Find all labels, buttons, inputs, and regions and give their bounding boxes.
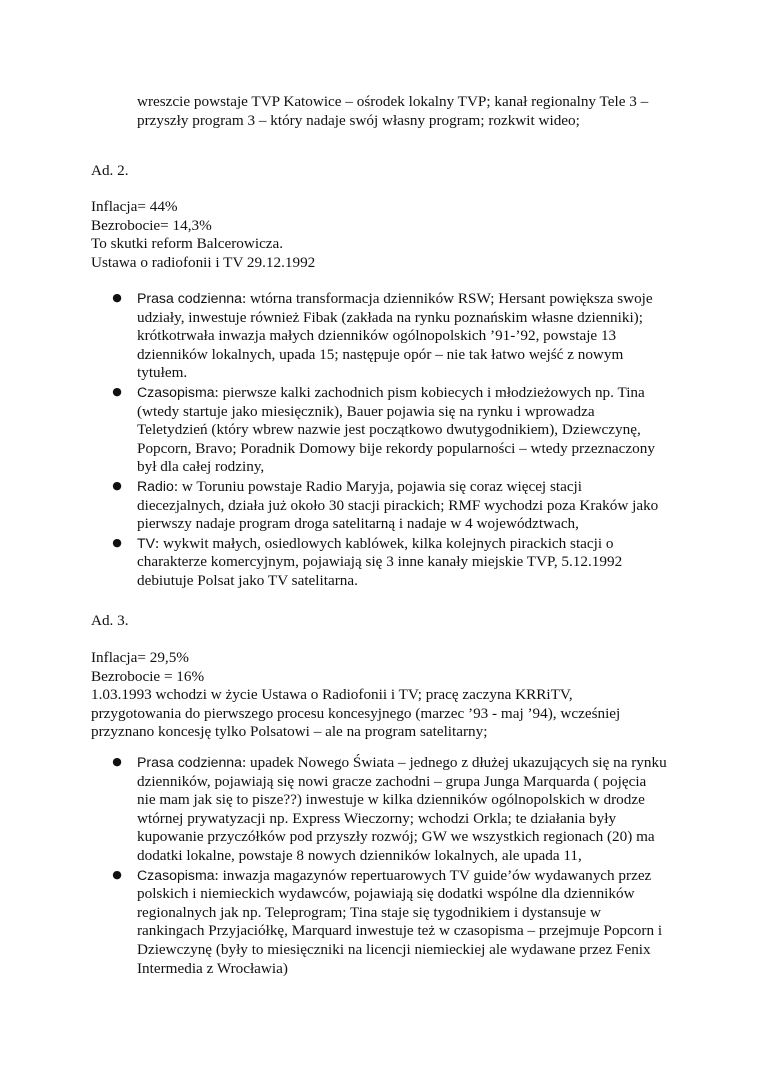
bullet-item <box>0 383 760 477</box>
text-run: Intermedia z Wrocławia) <box>137 959 288 977</box>
bullet-text-line <box>137 791 760 810</box>
text-run: udziały, inwestuje również Fibak (zakłada na rynku poznańskim własne dzienniki); <box>137 308 643 326</box>
bullet-dot-icon: ● <box>112 755 122 768</box>
text-run: : pierwsze kalki zachodnich pism kobiecych i młodzieżowych np. Tina <box>214 383 645 401</box>
unemployment-text: Bezrobocie= 14,3% <box>91 216 212 234</box>
bullet-text-line <box>137 866 760 886</box>
text-run: pierwszy nadaje program droga satelitarną i nadaje w 4 województwach, <box>137 515 579 533</box>
intro-paragraph <box>137 93 697 130</box>
section3-stats <box>91 649 691 742</box>
law-text: Ustawa o radiofonii i TV 29.12.1992 <box>91 253 316 271</box>
bullet-item <box>0 477 760 534</box>
text-run: : inwazja magazynów repertuarowych TV guide’ów wydawanych przez <box>214 866 652 884</box>
text-run: charakterze komercyjnym, pojawiają się 3 inne kanały miejskie TVP, 5.12.1992 <box>137 553 623 571</box>
text-run: wtórnej prywatyzacji np. Express Wieczorny; wchodzi Orkla; te działania były <box>137 809 617 827</box>
text-run: Dziewczynę (były to miesięczniki na licencji niemieckiej ale wydawane przez Fenix <box>137 940 651 958</box>
text-run: nie mam jak się to pisze??) inwestuje w kilka dzienników ogólnopolskich w drodze <box>137 791 645 809</box>
bullet-dot-icon: ● <box>112 291 122 304</box>
text-run: debiutuje Polsat jako TV satelitarna. <box>137 571 358 589</box>
law-text-line: 1.03.1993 wchodzi w życie Ustawa o Radiofonii i TV; pracę zaczyna KRRiTV, <box>91 686 573 704</box>
bullet-dot-icon: ● <box>112 384 122 398</box>
bullet-text-line <box>137 383 760 403</box>
text-run: : wykwit małych, osiedlowych kablówek, kilka kolejnych pirackich stacji o <box>155 534 614 552</box>
bullet-text-line <box>137 553 760 572</box>
bullet-text-line <box>137 309 760 328</box>
bullet-dot-icon: ● <box>112 535 122 549</box>
text-run: : w Toruniu powstaje Radio Maryja, pojawia się coraz więcej stacji <box>173 477 582 495</box>
bullet-text-line <box>137 922 760 941</box>
bullet-text-line <box>137 403 760 422</box>
bullet-text-line <box>137 364 760 383</box>
bullet-text-line <box>137 327 760 346</box>
text-run: diecezjalnych, działa już około 30 stacji pirackich; RMF wychodzi poza Kraków jako <box>137 496 659 514</box>
bullet-text-line <box>137 289 760 309</box>
bullet-text-line <box>137 753 760 773</box>
bullet-text-line <box>137 904 760 923</box>
text-run: : upadek Nowego Świata – jednego z dłużej ukazujących się na rynku <box>242 754 667 771</box>
bullet-item <box>0 534 760 591</box>
text-run: polskich i niemieckich wydawców, pojawiają się dodatki wspólne dla dzienników <box>137 885 635 903</box>
section2-heading: Ad. 2. <box>91 162 129 179</box>
bullet-item <box>0 753 760 866</box>
law-text-line: przygotowania do pierwszego procesu koncesyjnego (marzec ’93 - maj ’94), wcześniej <box>91 704 621 722</box>
section3-heading: Ad. 3. <box>91 612 129 629</box>
section2-stats <box>91 198 691 272</box>
bullet-text-line <box>137 773 760 792</box>
text-run: : wtórna transformacja dzienników RSW; Hersant powiększa swoje <box>242 290 653 307</box>
inflation-text: Inflacja= 44% <box>91 198 178 215</box>
section3-bullet-list <box>0 753 760 978</box>
bullet-text-line <box>137 515 760 534</box>
section2-bullet-list <box>0 289 760 591</box>
bullet-dot-icon: ● <box>112 478 122 492</box>
text-run: TV <box>137 534 156 551</box>
bullet-text-line <box>137 458 760 477</box>
text-run: Prasa codzienna <box>137 290 242 306</box>
text-run: dzienników, pojawiają się nowi gracze zachodni – grupa Junga Marquarda ( pojęcia <box>137 772 647 790</box>
text-line: wreszcie powstaje TVP Katowice – ośrodek lokalny TVP; kanał regionalny Tele 3 – <box>137 93 649 110</box>
bullet-text-line <box>137 440 760 459</box>
text-run: był dla całej rodziny, <box>137 458 265 476</box>
bullet-text-line <box>137 346 760 365</box>
bullet-text-line <box>137 421 760 440</box>
bullet-text-line <box>137 960 760 979</box>
bullet-text-line <box>137 572 760 591</box>
bullet-text-line <box>137 810 760 829</box>
text-line: przyszły program 3 – który nadaje swój własny program; rozkwit wideo; <box>137 111 580 129</box>
text-run: krótkotrwała inwazja małych dzienników ogólnopolskich ’91-’92, powstaje 13 <box>137 327 617 345</box>
bullet-dot-icon: ● <box>112 867 122 881</box>
text-run: (wtedy startuje jako miesięcznik), Bauer pojawia się na rynku i wprowadza <box>137 402 595 420</box>
bullet-text-line <box>137 828 760 847</box>
text-run: regionalnych jak np. Teleprogram; Tina staje się tygodnikiem i dystansuje w <box>137 903 601 921</box>
unemployment-text: Bezrobocie = 16% <box>91 667 205 685</box>
bullet-text-line <box>137 497 760 516</box>
bullet-item <box>0 866 760 979</box>
text-run: Czasopisma <box>137 866 215 883</box>
text-run: rankingach Przyjaciółkę, Marquard inwestuje też w czasopisma – przejmuje Popcorn i <box>137 922 663 940</box>
law-text-line: przyznano koncesję tylko Polsatowi – ale na program satelitarny; <box>91 723 488 741</box>
bullet-text-line <box>137 847 760 866</box>
inflation-text: Inflacja= 29,5% <box>91 649 189 666</box>
text-run: Teletydzień (który wbrew nazwie jest początkowo dwutygodnikiem), Dziewczynę, <box>137 421 641 439</box>
text-run: kupowanie przyczółków pod przyszły rozwój; GW we wszystkich regionach (20) ma <box>137 828 655 846</box>
text-run: Prasa codzienna <box>137 754 242 770</box>
text-run: dodatki lokalne, powstaje 8 nowych dzienników lokalnych, ale upada 11, <box>137 846 582 864</box>
bullet-text-line <box>137 885 760 904</box>
text-run: Czasopisma <box>137 383 215 400</box>
text-run: dzienników lokalnych, upada 15; następuje opór – nie tak łatwo wejść z nowym <box>137 345 624 363</box>
bullet-text-line <box>137 941 760 960</box>
bullet-text-line <box>137 534 760 554</box>
reforms-text: To skutki reform Balcerowicza. <box>91 235 284 253</box>
text-run: Radio <box>137 477 174 494</box>
bullet-text-line <box>137 477 760 497</box>
text-run: tytułem. <box>137 364 188 382</box>
bullet-item <box>0 289 760 383</box>
text-run: Popcorn, Bravo; Poradnik Domowy bije rekordy popularności – wtedy przeznaczony <box>137 439 655 457</box>
